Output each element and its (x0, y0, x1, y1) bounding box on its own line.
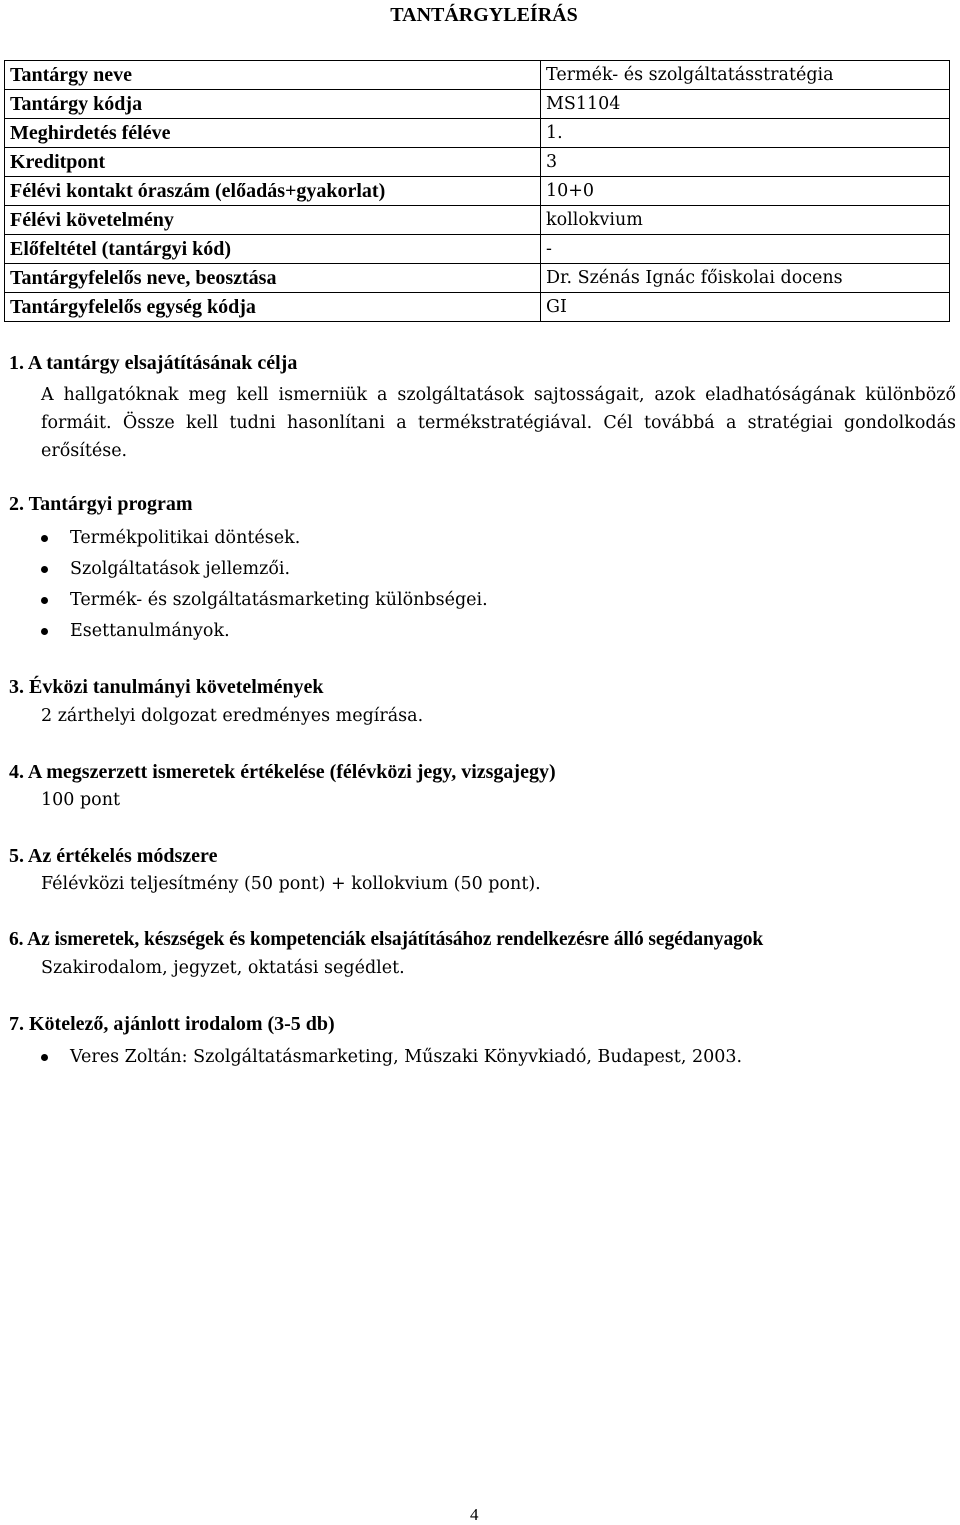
list-item-text: Termékpolitikai döntések. (70, 528, 301, 548)
list-item-text: Veres Zoltán: Szolgáltatásmarketing, Műszaki Könyvkiadó, Budapest, 2003. (70, 1047, 743, 1067)
section-number: 6. (9, 929, 24, 950)
list-item-text: Szolgáltatások jellemzői. (70, 559, 291, 579)
bullet-icon (41, 566, 48, 573)
section-7-heading (9, 1013, 335, 1036)
section-number: 7. (9, 1013, 24, 1035)
info-value: Dr. Szénás Ignác főiskolai docens (541, 264, 950, 293)
section-number: 5. (9, 845, 24, 867)
section-title: A tantárgy elsajátításának célja (27, 352, 298, 374)
table-row (5, 148, 950, 177)
section-5-heading (9, 845, 217, 868)
course-info-table (4, 60, 950, 322)
section-title: Az értékelés módszere (27, 845, 218, 867)
info-label: Tantárgy kódja (5, 90, 541, 119)
section-3-text: 2 zárthelyi dolgozat eredményes megírása. (41, 706, 424, 726)
bullet-icon (41, 628, 48, 635)
list-item-text: Termék- és szolgáltatásmarketing különbségei. (70, 590, 488, 610)
info-label: Tantárgy neve (5, 61, 541, 90)
table-row (5, 206, 950, 235)
section-4-text: 100 pont (41, 790, 121, 810)
section-title: Tantárgyi program (28, 493, 193, 515)
document-title: TANTÁRGYLEÍRÁS (390, 4, 578, 26)
info-value: 10+0 (541, 177, 950, 206)
info-label: Tantárgyfelelős egység kódja (5, 293, 541, 322)
section-1-heading (9, 352, 297, 375)
section-3-heading (9, 676, 323, 699)
section-number: 1. (9, 352, 24, 374)
info-value: 1. (541, 119, 950, 148)
list-item (41, 523, 488, 554)
section-1-text: A hallgatóknak meg kell ismerniük a szolgáltatások sajtosságait, azok eladhatóságának különböző formáit. Össze kell tudni hasonlítani a termékstratégiával. Cél továbbá a stratégiai gondolkodás erősítése. (41, 385, 956, 461)
bullet-icon (41, 535, 48, 542)
section-6-heading (9, 929, 763, 951)
info-label: Félévi követelmény (5, 206, 541, 235)
table-row (5, 235, 950, 264)
page-number: 4 (470, 1505, 479, 1524)
section-title: A megszerzett ismeretek értékelése (félévközi jegy, vizsgajegy) (27, 761, 556, 783)
info-label: Félévi kontakt óraszám (előadás+gyakorlat) (5, 177, 541, 206)
table-row (5, 61, 950, 90)
list-item (41, 1042, 742, 1073)
section-title: Évközi tanulmányi követelmények (29, 676, 324, 698)
info-value: - (541, 235, 950, 264)
info-value: GI (541, 293, 950, 322)
info-value: Termék- és szolgáltatásstratégia (541, 61, 950, 90)
section-title: Kötelező, ajánlott irodalom (3-5 db) (29, 1013, 335, 1035)
table-row (5, 90, 950, 119)
bullet-icon (41, 1054, 48, 1061)
list-item-text: Esettanulmányok. (70, 621, 230, 641)
literature-list (41, 1042, 742, 1073)
info-label: Előfeltétel (tantárgyi kód) (5, 235, 541, 264)
info-value: MS1104 (541, 90, 950, 119)
info-label: Meghirdetés féléve (5, 119, 541, 148)
section-6-text: Szakirodalom, jegyzet, oktatási segédlet. (41, 958, 405, 978)
program-list (41, 523, 488, 647)
table-row (5, 264, 950, 293)
section-4-heading (9, 761, 556, 784)
table-row (5, 119, 950, 148)
info-value: kollokvium (541, 206, 950, 235)
section-number: 3. (9, 676, 24, 698)
table-row (5, 293, 950, 322)
section-2-heading (9, 493, 193, 516)
info-value: 3 (541, 148, 950, 177)
section-title: Az ismeretek, készségek és kompetenciák elsajátításához rendelkezésre álló segédanyagok (27, 929, 764, 950)
list-item (41, 554, 488, 585)
table-row (5, 177, 950, 206)
list-item (41, 616, 488, 647)
section-number: 4. (9, 761, 24, 783)
bullet-icon (41, 597, 48, 604)
list-item (41, 585, 488, 616)
info-label: Tantárgyfelelős neve, beosztása (5, 264, 541, 293)
section-5-text: Félévközi teljesítmény (50 pont) + kollokvium (50 pont). (41, 874, 541, 894)
info-label: Kreditpont (5, 148, 541, 177)
section-number: 2. (9, 493, 24, 515)
